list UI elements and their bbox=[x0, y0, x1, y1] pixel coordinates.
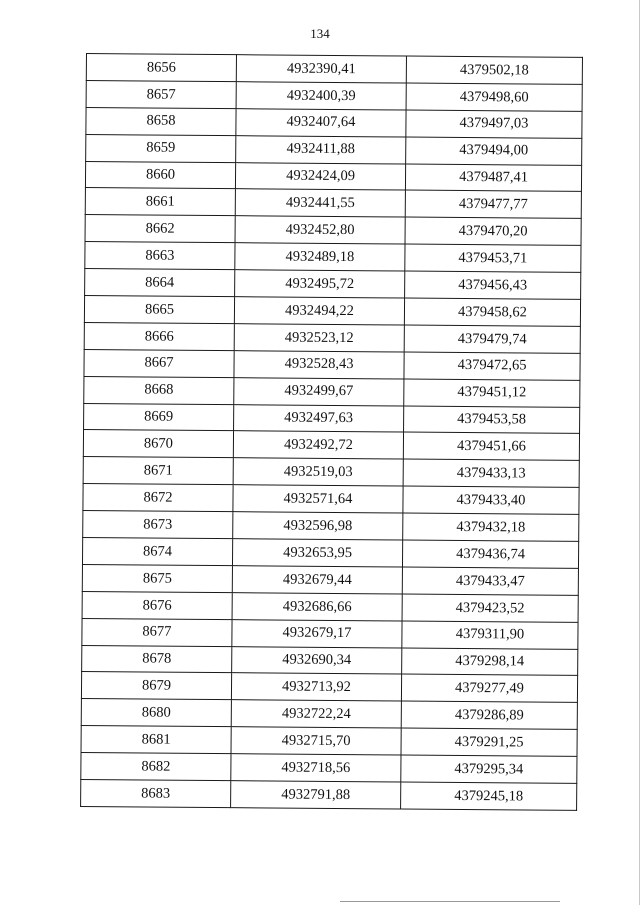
table-row bbox=[84, 322, 580, 353]
y-coordinate-cell: 4379456,43 bbox=[405, 271, 581, 299]
table-row bbox=[82, 618, 578, 649]
point-number-cell: 8679 bbox=[81, 672, 231, 700]
x-coordinate-cell: 4932523,12 bbox=[234, 324, 404, 352]
point-number-cell: 8676 bbox=[82, 591, 232, 619]
point-number-cell: 8678 bbox=[82, 645, 232, 673]
point-number-cell: 8664 bbox=[85, 269, 235, 297]
point-number-cell: 8681 bbox=[81, 726, 231, 754]
point-number-cell: 8657 bbox=[86, 80, 236, 108]
point-number-cell: 8683 bbox=[81, 780, 231, 808]
table-row bbox=[81, 672, 577, 703]
table-row bbox=[86, 107, 582, 138]
point-number-cell: 8667 bbox=[84, 349, 234, 377]
y-coordinate-cell: 4379433,40 bbox=[403, 486, 579, 514]
point-number-cell: 8682 bbox=[81, 753, 231, 781]
y-coordinate-cell: 4379479,74 bbox=[404, 325, 580, 353]
point-number-cell: 8680 bbox=[81, 699, 231, 727]
point-number-cell: 8663 bbox=[85, 242, 235, 270]
x-coordinate-cell: 4932713,92 bbox=[231, 673, 401, 701]
table-row bbox=[83, 457, 579, 488]
x-coordinate-cell: 4932791,88 bbox=[231, 781, 401, 809]
point-number-cell: 8666 bbox=[84, 322, 234, 350]
x-coordinate-cell: 4932400,39 bbox=[236, 82, 406, 110]
x-coordinate-cell: 4932407,64 bbox=[236, 108, 406, 136]
y-coordinate-cell: 4379470,20 bbox=[405, 217, 581, 245]
y-coordinate-cell: 4379487,41 bbox=[405, 164, 581, 192]
x-coordinate-cell: 4932722,24 bbox=[231, 700, 401, 728]
y-coordinate-cell: 4379453,71 bbox=[405, 244, 581, 272]
page-number: 134 bbox=[310, 26, 330, 41]
table-row bbox=[81, 780, 577, 811]
x-coordinate-cell: 4932411,88 bbox=[236, 135, 406, 163]
point-number-cell: 8662 bbox=[85, 215, 235, 243]
x-coordinate-cell: 4932519,03 bbox=[233, 458, 403, 486]
table-row bbox=[84, 403, 580, 434]
y-coordinate-cell: 4379451,66 bbox=[403, 432, 579, 460]
y-coordinate-cell: 4379477,77 bbox=[405, 190, 581, 218]
x-coordinate-cell: 4932690,34 bbox=[232, 646, 402, 674]
x-coordinate-cell: 4932686,66 bbox=[232, 592, 402, 620]
x-coordinate-cell: 4932653,95 bbox=[232, 539, 402, 567]
x-coordinate-cell: 4932441,55 bbox=[235, 189, 405, 217]
point-number-cell: 8672 bbox=[83, 484, 233, 512]
point-number-cell: 8660 bbox=[85, 161, 235, 189]
y-coordinate-cell: 4379286,89 bbox=[401, 701, 577, 729]
point-number-cell: 8671 bbox=[83, 457, 233, 485]
point-number-cell: 8674 bbox=[82, 538, 232, 566]
x-coordinate-cell: 4932424,09 bbox=[235, 162, 405, 190]
x-coordinate-cell: 4932494,22 bbox=[234, 297, 404, 325]
y-coordinate-cell: 4379432,18 bbox=[403, 513, 579, 541]
y-coordinate-cell: 4379472,65 bbox=[404, 352, 580, 380]
point-number-cell: 8670 bbox=[83, 430, 233, 458]
table-row bbox=[82, 645, 578, 676]
coordinates-table-body bbox=[81, 54, 583, 811]
x-coordinate-cell: 4932528,43 bbox=[234, 350, 404, 378]
x-coordinate-cell: 4932497,63 bbox=[234, 404, 404, 432]
y-coordinate-cell: 4379497,03 bbox=[406, 110, 582, 138]
table-row bbox=[85, 188, 581, 219]
x-coordinate-cell: 4932489,18 bbox=[235, 243, 405, 271]
x-coordinate-cell: 4932596,98 bbox=[233, 512, 403, 540]
table-row bbox=[82, 591, 578, 622]
table-row bbox=[85, 242, 581, 273]
point-number-cell: 8656 bbox=[86, 54, 236, 82]
y-coordinate-cell: 4379494,00 bbox=[406, 137, 582, 165]
point-number-cell: 8659 bbox=[86, 134, 236, 162]
table-row bbox=[85, 161, 581, 192]
y-coordinate-cell: 4379311,90 bbox=[402, 621, 578, 649]
x-coordinate-cell: 4932718,56 bbox=[231, 754, 401, 782]
y-coordinate-cell: 4379436,74 bbox=[402, 540, 578, 568]
table-row bbox=[82, 564, 578, 595]
y-coordinate-cell: 4379451,12 bbox=[404, 379, 580, 407]
table-row bbox=[84, 349, 580, 380]
table-row bbox=[81, 726, 577, 757]
x-coordinate-cell: 4932495,72 bbox=[235, 270, 405, 298]
x-coordinate-cell: 4932390,41 bbox=[236, 55, 406, 83]
x-coordinate-cell: 4932679,44 bbox=[232, 566, 402, 594]
table-row bbox=[83, 430, 579, 461]
table-row bbox=[81, 699, 577, 730]
point-number-cell: 8677 bbox=[82, 618, 232, 646]
point-number-cell: 8658 bbox=[86, 107, 236, 135]
y-coordinate-cell: 4379298,14 bbox=[402, 648, 578, 676]
x-coordinate-cell: 4932492,72 bbox=[233, 431, 403, 459]
y-coordinate-cell: 4379245,18 bbox=[401, 782, 577, 810]
point-number-cell: 8669 bbox=[84, 403, 234, 431]
point-number-cell: 8661 bbox=[85, 188, 235, 216]
point-number-cell: 8675 bbox=[82, 564, 232, 592]
y-coordinate-cell: 4379295,34 bbox=[401, 755, 577, 783]
y-coordinate-cell: 4379433,13 bbox=[403, 459, 579, 487]
x-coordinate-cell: 4932679,17 bbox=[232, 619, 402, 647]
x-coordinate-cell: 4932499,67 bbox=[234, 377, 404, 405]
table-row bbox=[83, 484, 579, 515]
y-coordinate-cell: 4379458,62 bbox=[404, 298, 580, 326]
table-row bbox=[83, 511, 579, 542]
scan-mark bbox=[340, 901, 560, 902]
table-row bbox=[81, 753, 577, 784]
y-coordinate-cell: 4379291,25 bbox=[401, 728, 577, 756]
point-number-cell: 8673 bbox=[83, 511, 233, 539]
table-row bbox=[86, 134, 582, 165]
x-coordinate-cell: 4932715,70 bbox=[231, 727, 401, 755]
table-row bbox=[85, 215, 581, 246]
coordinates-table bbox=[80, 53, 583, 811]
y-coordinate-cell: 4379502,18 bbox=[406, 56, 582, 84]
table-row bbox=[86, 54, 582, 85]
y-coordinate-cell: 4379277,49 bbox=[401, 674, 577, 702]
x-coordinate-cell: 4932571,64 bbox=[233, 485, 403, 513]
table-row bbox=[84, 296, 580, 327]
point-number-cell: 8668 bbox=[84, 376, 234, 404]
table-row bbox=[82, 538, 578, 569]
x-coordinate-cell: 4932452,80 bbox=[235, 216, 405, 244]
table-row bbox=[85, 269, 581, 300]
y-coordinate-cell: 4379498,60 bbox=[406, 83, 582, 111]
table-row bbox=[86, 80, 582, 111]
y-coordinate-cell: 4379453,58 bbox=[404, 406, 580, 434]
y-coordinate-cell: 4379423,52 bbox=[402, 594, 578, 622]
table-row bbox=[84, 376, 580, 407]
point-number-cell: 8665 bbox=[84, 296, 234, 324]
y-coordinate-cell: 4379433,47 bbox=[402, 567, 578, 595]
